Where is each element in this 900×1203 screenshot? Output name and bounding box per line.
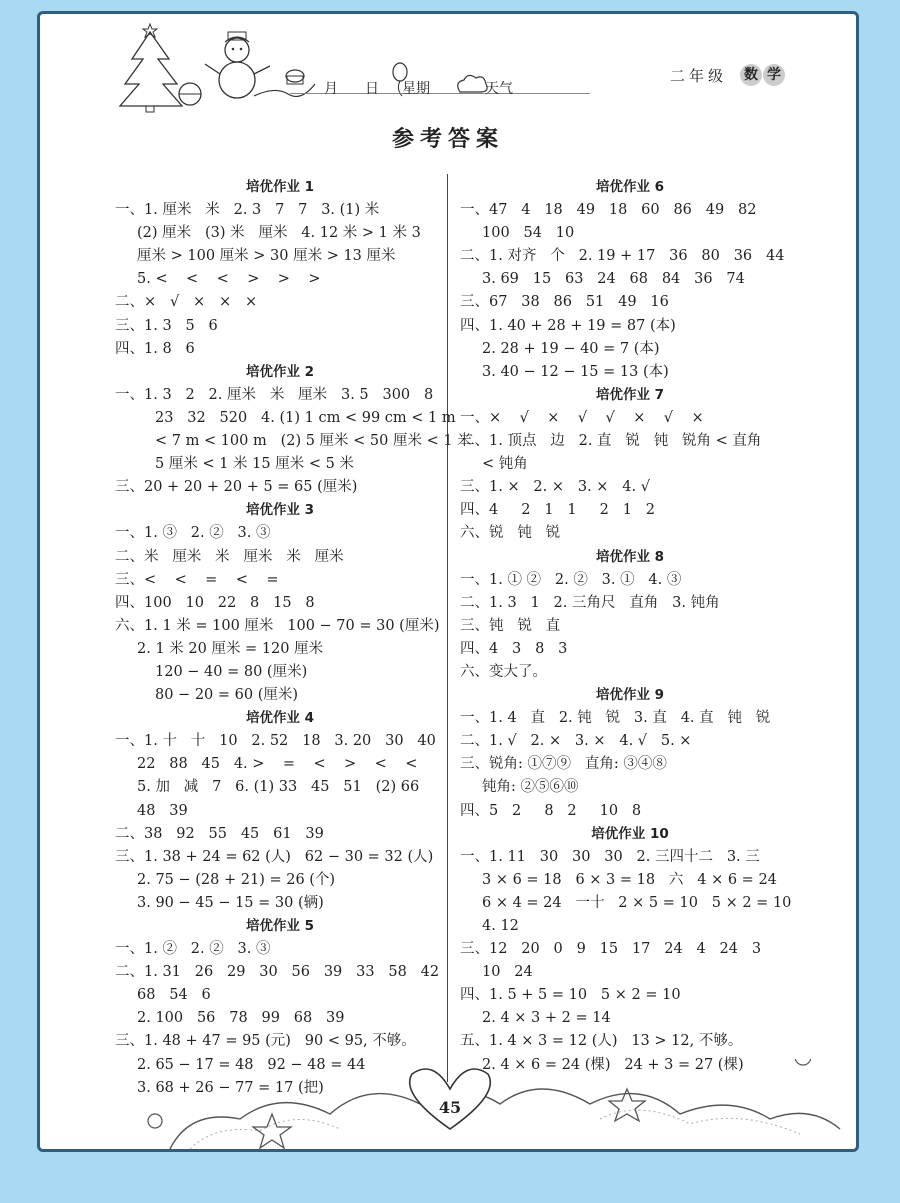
answer-line: 3. 40 − 12 − 15 = 13 (本) xyxy=(482,363,669,380)
answer-line: 一、1. ① ② 2. ② 3. ① 4. ③ xyxy=(460,571,682,588)
answer-line: 四、4 2 1 1 2 1 2 xyxy=(460,502,655,519)
answer-line: 2. 28 + 19 − 40 = 7 (本) xyxy=(482,340,660,357)
answer-line: 二、1. 31 26 29 30 56 39 33 58 42 xyxy=(115,964,440,981)
answer-line: 3. 90 − 45 − 15 = 30 (辆) xyxy=(137,894,324,911)
answer-line: 22 88 45 4. > = < > < < xyxy=(137,756,418,773)
answer-line: < 钝角 xyxy=(482,456,528,473)
answer-line: 二、1. √ 2. × 3. × 4. √ 5. × xyxy=(460,733,692,750)
answer-line: 3. 69 15 63 24 68 84 36 74 xyxy=(482,271,745,288)
answer-line: 3. 68 + 26 − 77 = 17 (把) xyxy=(137,1079,324,1096)
answer-line: 80 − 20 = 60 (厘米) xyxy=(155,687,299,704)
answer-line: 三、1. 3 5 6 xyxy=(115,317,218,334)
subject-char-1: 数 xyxy=(740,64,762,86)
answer-line: 二、38 92 55 45 61 39 xyxy=(115,825,324,842)
answer-line: 六、变大了。 xyxy=(460,663,547,680)
answer-line: 四、1. 8 6 xyxy=(115,340,195,357)
answer-line: 一、1. 厘米 米 2. 3 7 7 3. (1) 米 xyxy=(115,202,380,219)
answer-line: 5 厘米 < 1 米 15 厘米 < 5 米 xyxy=(155,456,354,473)
month-label: 月 xyxy=(324,81,338,97)
answer-line: 2. 65 − 17 = 48 92 − 48 = 44 xyxy=(137,1056,366,1073)
answer-line: 三、67 38 86 51 49 16 xyxy=(460,294,669,311)
week-label: 星期 xyxy=(402,81,430,97)
right-answer-column xyxy=(460,176,800,1077)
section-heading: 培优作业 1 xyxy=(245,179,315,195)
answer-line: 5. 加 减 7 6. (1) 33 45 51 (2) 66 xyxy=(137,779,420,796)
page-title: 参考答案 xyxy=(391,126,504,152)
answer-line: 5. < < < > > > xyxy=(137,271,321,288)
answer-line: 三、锐角: ①⑦⑨ 直角: ③④⑧ xyxy=(460,756,667,773)
answer-line: 钝角: ②⑤⑥⑩ xyxy=(482,779,579,796)
answer-line: 二、1. 对齐 个 2. 19 + 17 36 80 36 44 xyxy=(460,248,785,265)
answer-line: 四、1. 40 + 28 + 19 = 87 (本) xyxy=(460,317,676,334)
section-heading: 培优作业 3 xyxy=(245,502,315,519)
page-number: 45 xyxy=(438,1098,462,1117)
page-header xyxy=(40,14,856,114)
answer-line: 一、1. 11 30 30 30 2. 三四十二 3. 三 xyxy=(460,848,760,865)
answer-line: 2. 4 × 6 = 24 (棵) 24 + 3 = 27 (棵) xyxy=(482,1056,744,1073)
answer-line: 6 × 4 = 24 一十 2 × 5 = 10 5 × 2 = 10 xyxy=(482,894,792,911)
answer-line: 100 54 10 xyxy=(482,225,575,242)
answer-line: 一、1. ③ 2. ② 3. ③ xyxy=(115,525,271,542)
answer-line: 三、钝 锐 直 xyxy=(460,617,561,634)
answer-line: 二、米 厘米 米 厘米 米 厘米 xyxy=(115,548,344,565)
answer-line: 一、47 4 18 49 18 60 86 49 82 xyxy=(460,202,757,219)
answer-line: 四、4 3 8 3 xyxy=(460,640,568,657)
section-heading: 培优作业 8 xyxy=(595,548,665,565)
answer-line: 一、1. 3 2 2. 厘米 米 厘米 3. 5 300 8 xyxy=(115,386,434,403)
left-answer-column xyxy=(115,176,472,1100)
answer-line: 2. 1 米 20 厘米 = 120 厘米 xyxy=(137,640,324,657)
section-heading: 培优作业 4 xyxy=(245,710,315,727)
answer-line: 23 32 520 4. (1) 1 cm < 99 cm < 1 m xyxy=(155,409,456,426)
answer-line: 厘米 > 100 厘米 > 30 厘米 > 13 厘米 xyxy=(137,248,396,265)
christmas-decoration-icon xyxy=(40,14,600,114)
answer-line: 四、1. 5 + 5 = 10 5 × 2 = 10 xyxy=(460,987,681,1004)
section-heading: 培优作业 7 xyxy=(595,386,665,403)
section-heading: 培优作业 6 xyxy=(595,179,665,195)
section-heading: 培优作业 2 xyxy=(245,363,315,380)
answer-line: 三、12 20 0 9 15 17 24 4 24 3 xyxy=(460,941,762,958)
answer-line: 2. 4 × 3 + 2 = 14 xyxy=(482,1010,611,1027)
answer-line: 三、1. × 2. × 3. × 4. √ xyxy=(460,479,650,496)
answer-line: 3 × 6 = 18 6 × 3 = 18 六 4 × 6 = 24 xyxy=(482,871,777,888)
answer-line: 一、1. ② 2. ② 3. ③ xyxy=(115,941,271,958)
answer-line: 10 24 xyxy=(482,964,533,981)
section-heading: 培优作业 9 xyxy=(595,687,665,704)
answer-line: 三、< < = < = xyxy=(115,571,279,588)
answer-line: 一、1. 十 十 10 2. 52 18 3. 20 30 40 xyxy=(115,733,436,750)
answer-line: 120 − 40 = 80 (厘米) xyxy=(155,663,308,680)
answer-line: 48 39 xyxy=(137,802,188,819)
day-label: 日 xyxy=(365,81,379,97)
answer-line: 4. 12 xyxy=(482,918,519,934)
answer-line: 三、1. 48 + 47 = 95 (元) 90 < 95, 不够。 xyxy=(115,1033,416,1050)
subject-char-2: 学 xyxy=(763,64,785,86)
answer-line: 一、1. 4 直 2. 钝 锐 3. 直 4. 直 钝 锐 xyxy=(460,710,771,727)
answer-line: 2. 100 56 78 99 68 39 xyxy=(137,1010,345,1027)
answer-line: 四、5 2 8 2 10 8 xyxy=(460,802,642,819)
answer-page xyxy=(37,11,859,1152)
answer-line: 五、1. 4 × 3 = 12 (人) 13 > 12, 不够。 xyxy=(460,1033,743,1050)
answer-line: 四、100 10 22 8 15 8 xyxy=(115,594,315,611)
answer-line: 2. 75 − (28 + 21) = 26 (个) xyxy=(137,871,336,888)
column-divider xyxy=(447,174,448,1082)
answer-line: 六、1. 1 米 = 100 厘米 100 − 70 = 30 (厘米) xyxy=(115,617,440,634)
grade-label: 二年级 xyxy=(670,67,728,85)
answer-line: 一、× √ × √ √ × √ × xyxy=(460,409,704,426)
answer-line: 二、1. 顶点 边 2. 直 锐 钝 锐角 < 直角 xyxy=(460,433,762,450)
answer-line: 68 54 6 xyxy=(137,987,211,1004)
answer-line: 六、锐 钝 锐 xyxy=(460,525,561,542)
answer-line: 二、× √ × × × xyxy=(115,294,258,311)
answer-line: 三、20 + 20 + 20 + 5 = 65 (厘米) xyxy=(115,479,358,496)
weather-label: 天气 xyxy=(485,81,513,97)
section-heading: 培优作业 10 xyxy=(591,825,669,842)
answer-line: (2) 厘米 (3) 米 厘米 4. 12 米 > 1 米 3 xyxy=(137,225,421,242)
answer-line: < 7 m < 100 m (2) 5 厘米 < 50 厘米 < 1 米 xyxy=(155,433,472,450)
answer-line: 三、1. 38 + 24 = 62 (人) 62 − 30 = 32 (人) xyxy=(115,848,434,865)
section-heading: 培优作业 5 xyxy=(245,918,315,934)
answer-line: 二、1. 3 1 2. 三角尺 直角 3. 钝角 xyxy=(460,594,720,611)
